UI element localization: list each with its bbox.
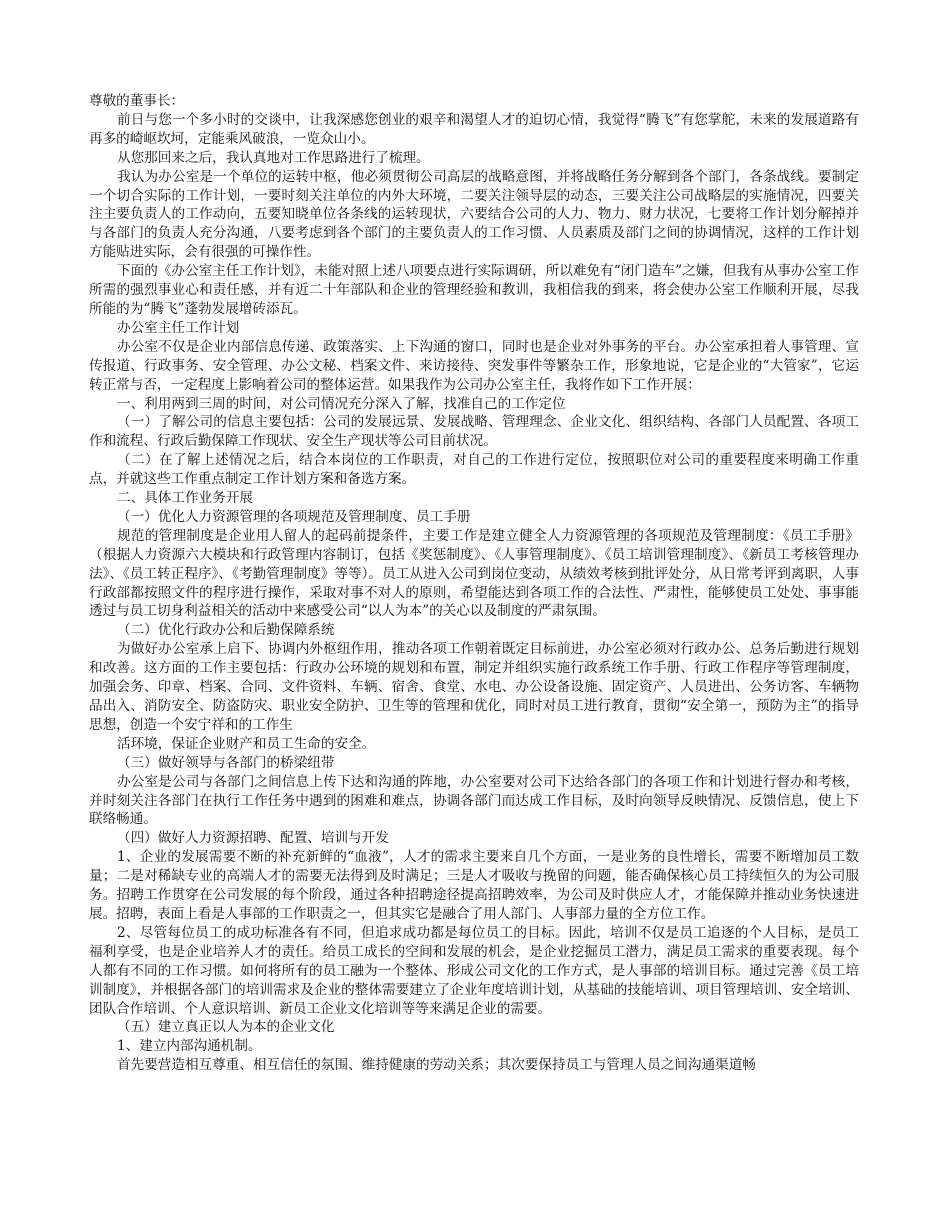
document-body: [89, 92, 859, 1075]
salutation: 尊敬的董事长：: [89, 93, 185, 109]
heading-level-2: （四）做好人力资源招聘、配置、培训与开发: [117, 830, 389, 847]
heading-level-2: （一）优化人力资源管理的各项规范及管理制度、员工手册: [117, 508, 471, 525]
heading-level-1: 二、具体工作业务开展: [117, 490, 253, 507]
paragraph: 1、企业的发展需要不断的补充新鲜的“血液”，人才的需求主要来自几个方面，一是业务的良性增长，需要不断增加员工数量；二是对稀缺专业的高端人才的需要无法得到及时满足；三是人才吸收与挽留的问题，能否确保核心员工持续恒久的为公司服务。招聘工作贯穿在公司发展的每个阶段，通过各种招聘途径提高招聘效率，为公司及时供应人才，才能保障并推动业务快速进展。招聘，表面上看是人事部的工作职责之一，但其实它是融合了用人部门、人事部力量的全方位工作。: [89, 849, 859, 922]
heading-level-1: 一、利用两到三周的时间，对公司情况充分深入了解，找准自己的工作定位: [117, 395, 566, 412]
paragraph: 规范的管理制度是企业用人留人的起码前提条件，主要工作是建立健全人力资源管理的各项规范及管理制度：《员工手册》（根据人力资源六大模块和行政管理内容制订，包括《奖惩制度》、《人事管理制度》、《员工培训管理制度》、《新员工考核管理办法》、《员工转正程序》、《考勤管理制度》等等）。员工从进入公司到岗位变动，从绩效考核到批评处分，从日常考评到离职，人事行政部都按照文件的程序进行操作，采取对事不对人的原则，希望能达到各项工作的合法性、严肃性，能够使员工处处、事事能透过与员工切身利益相关的活动中来感受公司“以人为本”的关心以及制度的严肃氛围。: [89, 527, 859, 620]
paragraph: 前日与您一个多小时的交谈中，让我深感您创业的艰辛和渴望人才的迫切心情，我觉得“腾飞”有您掌舵，未来的发展道路有再多的崎岖坎坷，定能乘风破浪，一览众山小。: [89, 111, 859, 147]
heading-level-2: （五）建立真正以人为本的企业文化: [117, 1019, 335, 1036]
paragraph: 从您那回来之后，我认真地对工作思路进行了梳理。: [117, 149, 430, 166]
paragraph: 我认为办公室是一个单位的运转中枢，他必须贯彻公司高层的战略意图，并将战略任务分解到各个部门，各条战线。要制定一个切合实际的工作计划，一要时刻关注单位的内外大环境，二要关注领导层的动态，三要关注公司战略层的实施情况，四要关注主要负责人的工作动向，五要知晓单位各条线的运转现状，六要结合公司的人力、物力、财力状况，七要将工作计划分解掉并与各部门的负责人充分沟通，八要考虑到各个部门的主要负责人的工作习惯、人员素质及部门之间的协调情况，这样的工作计划方能贴进实际，会有很强的可操作性。: [89, 168, 859, 261]
paragraph: 活环境，保证企业财产和员工生命的安全。: [117, 735, 376, 752]
heading-level-3: 1、建立内部沟通机制。: [117, 1038, 262, 1055]
paragraph: （二）在了解上述情况之后，结合本岗位的工作职责，对自己的工作进行定位，按照职位对公司的重要程度来明确工作重点，并就这些工作重点制定工作计划方案和备选方案。: [89, 452, 859, 488]
paragraph: 首先要营造相互尊重、相互信任的氛围、维持健康的劳动关系；其次要保持员工与管理人员之间沟通渠道畅: [117, 1057, 756, 1074]
paragraph: 为做好办公室承上启下、协调内外枢纽作用，推动各项工作朝着既定目标前进，办公室必须对行政办公、总务后勤进行规划和改善。这方面的工作主要包括：行政办公环境的规划和布置，制定并组织实施行政系统工作手册、行政工作程序等管理制度，加强会务、印章、档案、合同、文件资料、车辆、宿舍、食堂、水电、办公设备设施、固定资产、人员进出、公务访客、车辆物品出入、消防安全、防盗防灾、职业安全防护、卫生等的管理和优化，同时对员工进行教育，贯彻“安全第一，预防为主”的指导思想，创造一个安宁祥和的工作生: [89, 641, 859, 733]
paragraph: 办公室是公司与各部门之间信息上传下达和沟通的阵地，办公室要对公司下达给各部门的各项工作和计划进行督办和考核，并时刻关注各部门在执行工作任务中遇到的困难和难点，协调各部门而达成工作目标，及时向领导反映情况、反馈信息，使上下联络畅通。: [89, 773, 859, 828]
paragraph: 下面的《办公室主任工作计划》，未能对照上述八项要点进行实际调研，所以难免有“闭门造车”之嫌，但我有从事办公室工作所需的强烈事业心和责任感，并有近二十年部队和企业的管理经验和教训，我相信我的到来，将会使办公室工作顺利开展，尽我所能的为“腾飞”蓬勃发展增砖添瓦。: [89, 263, 859, 317]
heading-level-2: （三）做好领导与各部门的桥梁纽带: [117, 754, 335, 771]
paragraph: 办公室不仅是企业内部信息传递、政策落实、上下沟通的窗口，同时也是企业对外事务的平台。办公室承担着人事管理、宣传报道、行政事务、安全管理、办公文秘、档案文件、来访接待、突发事件等繁杂工作，形象地说，它是企业的“大管家”，它运转正常与否，一定程度上影响着公司的整体运营。如果我作为公司办公室主任，我将作如下工作开展：: [89, 338, 859, 393]
paragraph: 2、尽管每位员工的成功标准各有不同，但追求成功都是每位员工的目标。因此，培训不仅是员工追逐的个人目标，是员工福利享受，也是企业培养人才的责任。给员工成长的空间和发展的机会，是企业挖掘员工潜力，满足员工需求的重要表现。每个人都有不同的工作习惯。如何将所有的员工融为一个整体、形成公司文化的工作方式，是人事部的培训目标。通过完善《员工培训制度》，并根据各部门的培训需求及企业的整体需要建立了企业年度培训计划，从基础的技能培训、项目管理培训、安全培训、团队合作培训、个人意识培训、新员工企业文化培训等等来满足企业的需要。: [89, 924, 859, 1017]
section-title: 办公室主任工作计划: [117, 319, 240, 336]
paragraph: （一）了解公司的信息主要包括：公司的发展远景、发展战略、管理理念、企业文化、组织结构、各部门人员配置、各项工作和流程、行政后勤保障工作现状、安全生产现状等公司目前状况。: [89, 414, 859, 450]
heading-level-2: （二）优化行政办公和后勤保障系统: [117, 622, 335, 639]
